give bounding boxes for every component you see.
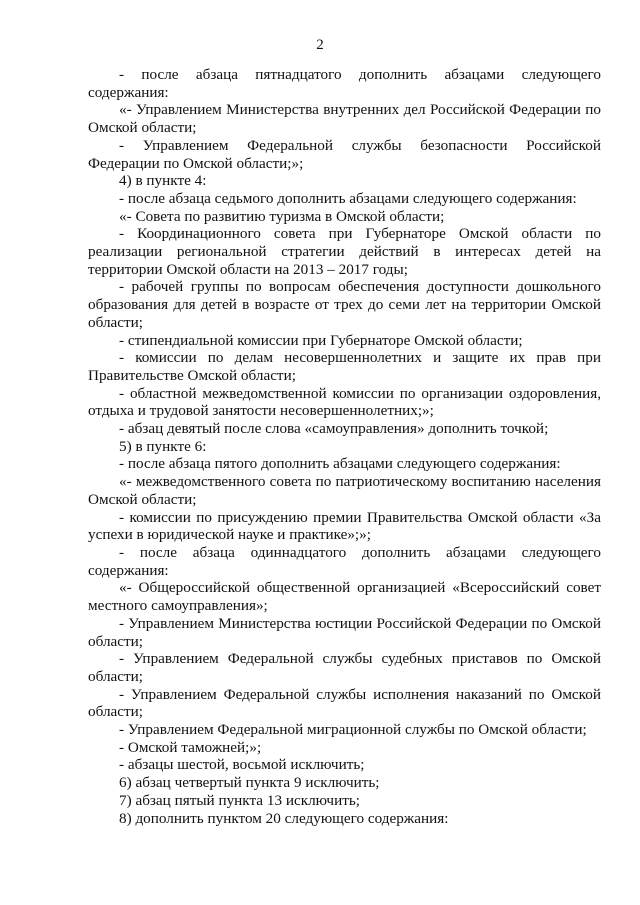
paragraph: - после абзаца одиннадцатого дополнить абзацами следующего содержания: (88, 543, 601, 579)
document-body (88, 66, 601, 827)
page-number: 2 (316, 37, 324, 53)
paragraph: - Управлением Федеральной службы судебных приставов по Омской области; (88, 650, 601, 685)
paragraph: 6) абзац четвертый пункта 9 исключить; (119, 774, 380, 792)
paragraph: - после абзаца пятого дополнить абзацами следующего содержания: (119, 455, 561, 473)
paragraph: - Управлением Федеральной службы безопасности Российской Федерации по Омской области;»; (88, 136, 601, 172)
paragraph: «- межведомственного совета по патриотическому воспитанию населения Омской области; (88, 473, 601, 508)
paragraph: - областной межведомственной комиссии по организации оздоровления, отдыха и трудовой занятости несовершеннолетних;»; (88, 384, 601, 420)
paragraph: - после абзаца седьмого дополнить абзацами следующего содержания: (119, 189, 577, 207)
paragraph: - стипендиальной комиссии при Губернаторе Омской области; (119, 331, 523, 349)
paragraph: - Управлением Министерства юстиции Российской Федерации по Омской области; (88, 614, 601, 650)
paragraph: - Управлением Федеральной миграционной службы по Омской области; (119, 721, 587, 739)
paragraph: «- Общероссийской общественной организацией «Всероссийский совет местного самоуправления»; (88, 579, 601, 615)
paragraph: - Управлением Федеральной службы исполнения наказаний по Омской области; (88, 685, 601, 721)
paragraph: - Омской таможней;»; (119, 738, 262, 756)
paragraph: - абзац девятый после слова «самоуправления» дополнить точкой; (119, 420, 549, 438)
paragraph: - абзацы шестой, восьмой исключить; (119, 756, 365, 774)
paragraph: - после абзаца пятнадцатого дополнить абзацами следующего содержания: (88, 66, 601, 101)
paragraph: «- Управлением Министерства внутренних дел Российской Федерации по Омской области; (88, 101, 601, 137)
paragraph: - комиссии по присуждению премии Правительства Омской области «За успехи в юридической науке и практике»;»; (88, 508, 601, 544)
paragraph: - рабочей группы по вопросам обеспечения доступности дошкольного образования для детей в возрасте от трех до семи лет на территории Омской области; (88, 278, 601, 331)
paragraph: - комиссии по делам несовершеннолетних и защите их прав при Правительстве Омской области; (88, 349, 601, 384)
paragraph: 8) дополнить пунктом 20 следующего содержания: (119, 809, 449, 827)
paragraph: 7) абзац пятый пункта 13 исключить; (119, 791, 360, 809)
paragraph: «- Совета по развитию туризма в Омской области; (119, 207, 445, 225)
paragraph: 4) в пункте 4: (119, 172, 207, 190)
paragraph: 5) в пункте 6: (119, 437, 207, 455)
paragraph: - Координационного совета при Губернаторе Омской области по реализации региональной стратегии действий в интересах детей на территории Омской области на 2013 – 2017 годы; (88, 225, 601, 278)
